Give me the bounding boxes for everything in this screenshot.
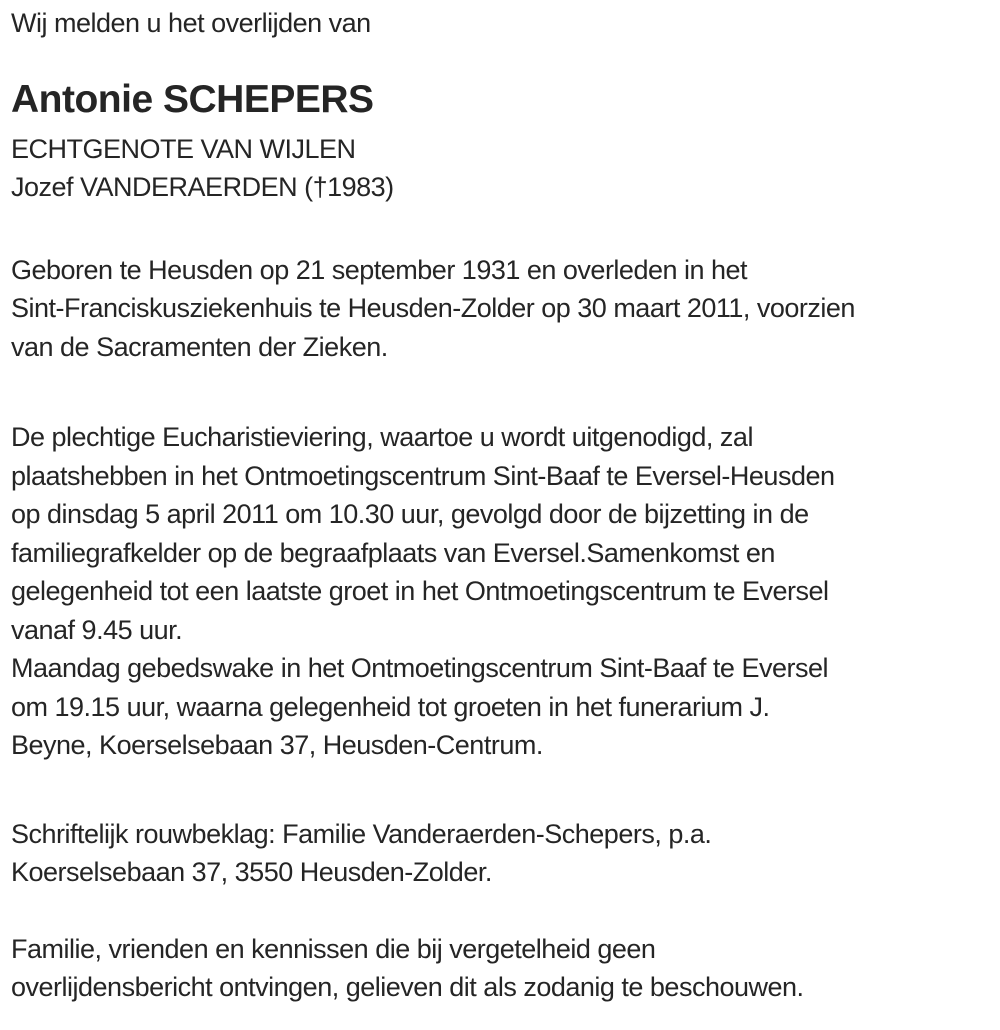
text-line: Sint-Franciskusziekenhuis te Heusden-Zolder op 30 maart 2011, voorzien — [11, 293, 855, 323]
text-line: plaatshebben in het Ontmoetingscentrum Sint-Baaf te Eversel-Heusden — [11, 460, 835, 491]
text-line: Maandag gebedswake in het Ontmoetingscentrum Sint-Baaf te Eversel — [11, 653, 828, 683]
relation-line: ECHTGENOTE VAN WIJLEN — [11, 133, 356, 164]
text-line: op dinsdag 5 april 2011 om 10.30 uur, gevolgd door de bijzetting in de — [11, 499, 809, 529]
intro-line: Wij melden u het overlijden van — [11, 8, 371, 38]
text-line: Schriftelijk rouwbeklag: Familie Vanderaerden-Schepers, p.a. — [11, 818, 712, 849]
paragraph-correspondence — [11, 815, 990, 892]
text-line: De plechtige Eucharistieviering, waartoe u wordt uitgenodigd, zal — [11, 422, 753, 452]
text-line: Koerselsebaan 37, 3550 Heusden-Zolder. — [11, 857, 492, 887]
text-line: gelegenheid tot een laatste groet in het Ontmoetingscentrum te Eversel — [11, 576, 829, 606]
paragraph-funeral-services — [11, 418, 990, 765]
paragraph-birth-death — [11, 251, 990, 367]
text-line: om 19.15 uur, waarna gelegenheid tot groeten in het funerarium J. — [11, 691, 770, 722]
spouse-line: Jozef VANDERAERDEN (†1983) — [11, 172, 394, 202]
text-line: familiegrafkelder op de begraafplaats van Eversel.Samenkomst en — [11, 537, 775, 568]
text-line: van de Sacramenten der Zieken. — [11, 331, 388, 362]
text-line: Familie, vrienden en kennissen die bij vergetelheid geen — [11, 933, 656, 964]
text-line: vanaf 9.45 uur. — [11, 614, 183, 645]
text-line: overlijdensbericht ontvingen, gelieven dit als zodanig te beschouwen. — [11, 972, 804, 1002]
deceased-name: Antonie SCHEPERS — [11, 77, 374, 121]
text-line: Geboren te Heusden op 21 september 1931 en overleden in het — [11, 254, 748, 285]
paragraph-notice — [11, 930, 990, 1007]
text-line: Beyne, Koerselsebaan 37, Heusden-Centrum. — [11, 730, 543, 760]
